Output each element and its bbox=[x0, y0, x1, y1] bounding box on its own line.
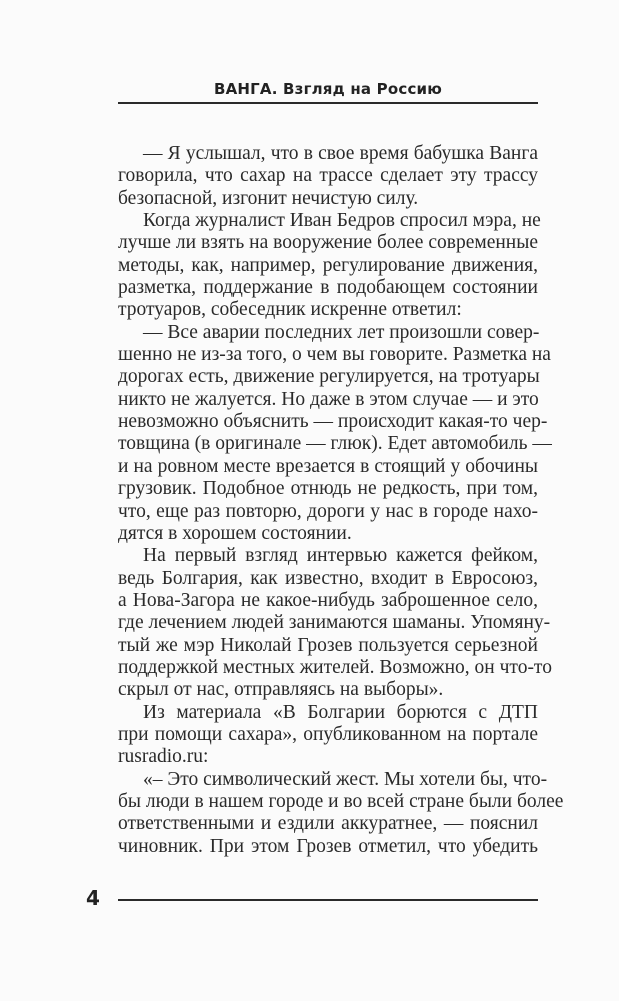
text-line: дорогах есть, движение регулируется, на тротуары bbox=[118, 366, 540, 388]
text-line: грузовик. Подобное отнюдь не редкость, при том, bbox=[118, 478, 538, 500]
text-line: ведь Болгария, как известно, входит в Евросоюз, bbox=[118, 567, 538, 589]
text-line: Из материала «В Болгарии борются с ДТП bbox=[143, 701, 538, 723]
text-line: скрыл от нас, отправляясь на выборы». bbox=[118, 679, 444, 701]
text-line: невозможно объяснить — происходит какая-то чер- bbox=[118, 411, 548, 433]
text-line: — Все аварии последних лет произошли совер- bbox=[143, 321, 540, 343]
text-line: лучше ли взять на вооружение более современные bbox=[118, 232, 538, 254]
text-line: поддержкой местных жителей. Возможно, он что-то bbox=[118, 656, 552, 678]
text-line: тый же мэр Николай Грозев пользуется серьезной bbox=[118, 634, 538, 656]
text-line: а Нова-Загора не какое-нибудь заброшенное село, bbox=[118, 589, 538, 611]
text-line: безопасной, изгонит нечистую силу. bbox=[118, 187, 419, 209]
text-line: что, еще раз повторю, дороги у нас в городе нахо- bbox=[118, 500, 538, 522]
header-rule bbox=[118, 102, 538, 104]
text-line: «– Это символический жест. Мы хотели бы, что- bbox=[143, 768, 548, 790]
paragraph bbox=[118, 545, 552, 701]
paragraph bbox=[118, 143, 538, 210]
text-line: никто не жалуется. Но даже в этом случае — и это bbox=[118, 388, 539, 410]
text-line: говорила, что сахар на трассе сделает эту трассу bbox=[118, 165, 538, 187]
text-line: где лечением людей занимаются шаманы. Упомяну- bbox=[118, 612, 551, 634]
paragraph bbox=[118, 702, 538, 769]
page-number: 4 bbox=[86, 886, 100, 910]
text-line: методы, как, например, регулирование движения, bbox=[118, 254, 538, 276]
text-line: дятся в хорошем состоянии. bbox=[118, 522, 352, 544]
paragraph bbox=[118, 768, 564, 858]
text-line: rusradio.ru: bbox=[118, 746, 209, 768]
text-line: Когда журналист Иван Бедров спросил мэра, не bbox=[143, 210, 541, 232]
footer-rule bbox=[118, 899, 538, 901]
text-line: при помощи сахара», опубликованном на портале bbox=[118, 723, 538, 745]
text-line: товщина (в оригинале — глюк). Едет автомобиль — bbox=[118, 433, 552, 455]
text-line: чиновник. При этом Грозев отметил, что убедить bbox=[118, 835, 538, 857]
text-line: разметка, поддержание в подобающем состоянии bbox=[118, 277, 538, 299]
page-body bbox=[118, 143, 564, 858]
text-line: тротуаров, собеседник искренне ответил: bbox=[118, 299, 462, 321]
text-line: На первый взгляд интервью кажется фейком, bbox=[143, 545, 538, 567]
text-line: ответственными и ездили аккуратнее, — пояснил bbox=[118, 813, 538, 835]
paragraph bbox=[118, 210, 541, 322]
text-line: и на ровном месте врезается в стоящий у обочины bbox=[118, 455, 538, 477]
text-line: шенно не из-за того, о чем вы говорите. Разметка на bbox=[118, 344, 551, 366]
paragraph bbox=[118, 321, 552, 545]
text-line: — Я услышал, что в свое время бабушка Ванга bbox=[143, 143, 538, 164]
text-line: бы люди в нашем городе и во всей стране были более bbox=[118, 790, 564, 812]
running-header: ВАНГА. Взгляд на Россию bbox=[213, 80, 443, 98]
